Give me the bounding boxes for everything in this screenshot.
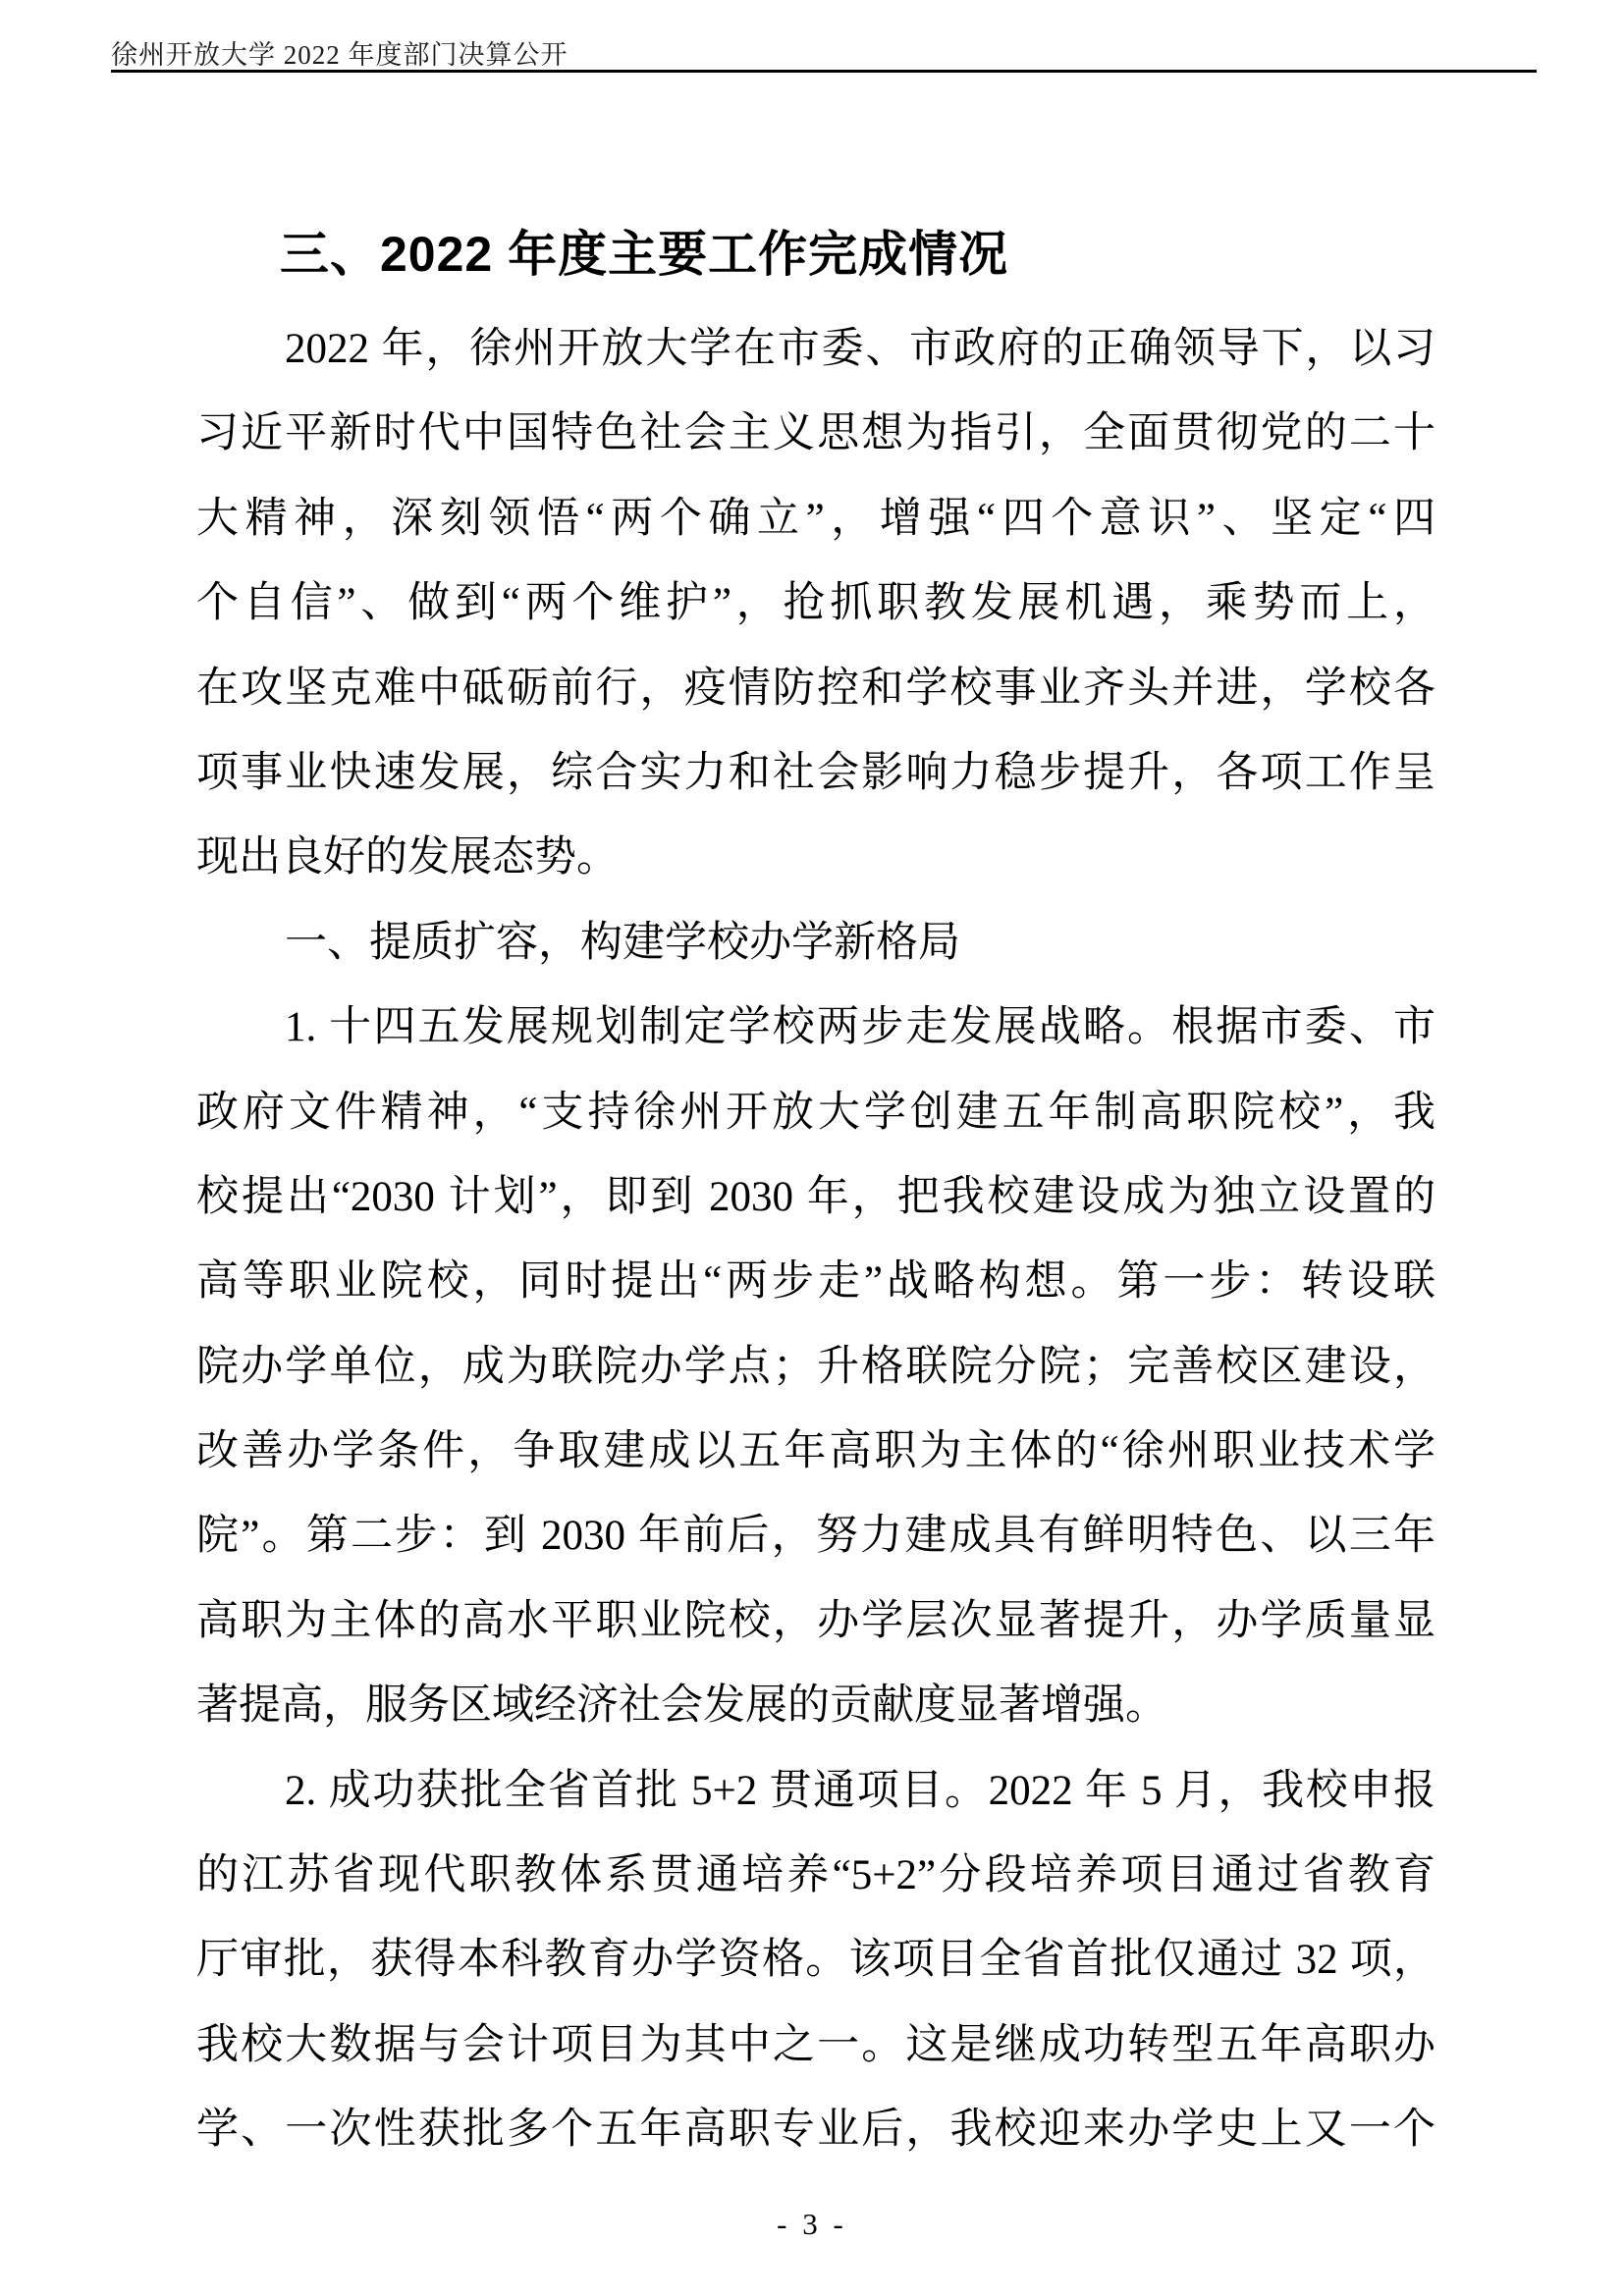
text-line: 项事业快速发展，综合实力和社会影响力稳步提升，各项工作呈 <box>196 749 1435 796</box>
text-line: 习近平新时代中国特色社会主义思想为指引，全面贯彻党的二十 <box>196 410 1435 457</box>
text-line: 改善办学条件，争取建成以五年高职为主体的“徐州职业技术学 <box>196 1428 1435 1475</box>
text-line: 的江苏省现代职教体系贯通培养“5+2”分段培养项目通过省教育 <box>196 1852 1435 1899</box>
text-line: 院”。第二步：到 2030 年前后，努力建成具有鲜明特色、以三年 <box>196 1513 1435 1560</box>
text-line: 一、提质扩容，构建学校办学新格局 <box>285 919 960 966</box>
text-line: 在攻坚克难中砥砺前行，疫情防控和学校事业齐头并进，学校各 <box>196 665 1435 712</box>
text-line: 2022 年，徐州开放大学在市委、市政府的正确领导下，以习 <box>285 326 1435 372</box>
header-divider-line <box>111 70 1537 73</box>
document-content <box>196 201 1435 2173</box>
text-line: 政府文件精神，“支持徐州开放大学创建五年制高职院校”，我 <box>196 1089 1435 1136</box>
page-number: - 3 - <box>777 2207 847 2241</box>
text-line: 个自信”、做到“两个维护”，抢抓职教发展机遇，乘势而上， <box>196 580 1435 627</box>
text-line: 高职为主体的高水平职业院校，办学层次显著提升，办学质量显 <box>196 1597 1435 1644</box>
text-line: 学、一次性获批多个五年高职专业后，我校迎来办学史上又一个 <box>196 2107 1435 2154</box>
text-line: 1. 十四五发展规划制定学校两步走发展战略。根据市委、市 <box>285 1004 1435 1051</box>
text-line: 大精神，深刻领悟“两个确立”，增强“四个意识”、坚定“四 <box>196 495 1435 542</box>
text-line: 著提高，服务区域经济社会发展的贡献度显著增强。 <box>196 1682 1167 1730</box>
text-line: 现出良好的发展态势。 <box>196 834 619 881</box>
text-line: 我校大数据与会计项目为其中之一。这是继成功转型五年高职办 <box>196 2021 1435 2068</box>
text-line: 高等职业院校，同时提出“两步走”战略构想。第一步：转设联 <box>196 1258 1435 1306</box>
section-title: 三、2022 年度主要工作完成情况 <box>280 227 1009 282</box>
document-body <box>196 307 1435 2173</box>
page-header-text: 徐州开放大学 2022 年度部门决算公开 <box>111 40 568 70</box>
text-line: 校提出“2030 计划”，即到 2030 年，把我校建设成为独立设置的 <box>196 1173 1435 1220</box>
text-line: 院办学单位，成为联院办学点；升格联院分院；完善校区建设， <box>196 1343 1435 1390</box>
text-line: 厅审批，获得本科教育办学资格。该项目全省首批仅通过 32 项， <box>196 1937 1435 1984</box>
text-line: 2. 成功获批全省首批 5+2 贯通项目。2022 年 5 月，我校申报 <box>285 1767 1435 1814</box>
